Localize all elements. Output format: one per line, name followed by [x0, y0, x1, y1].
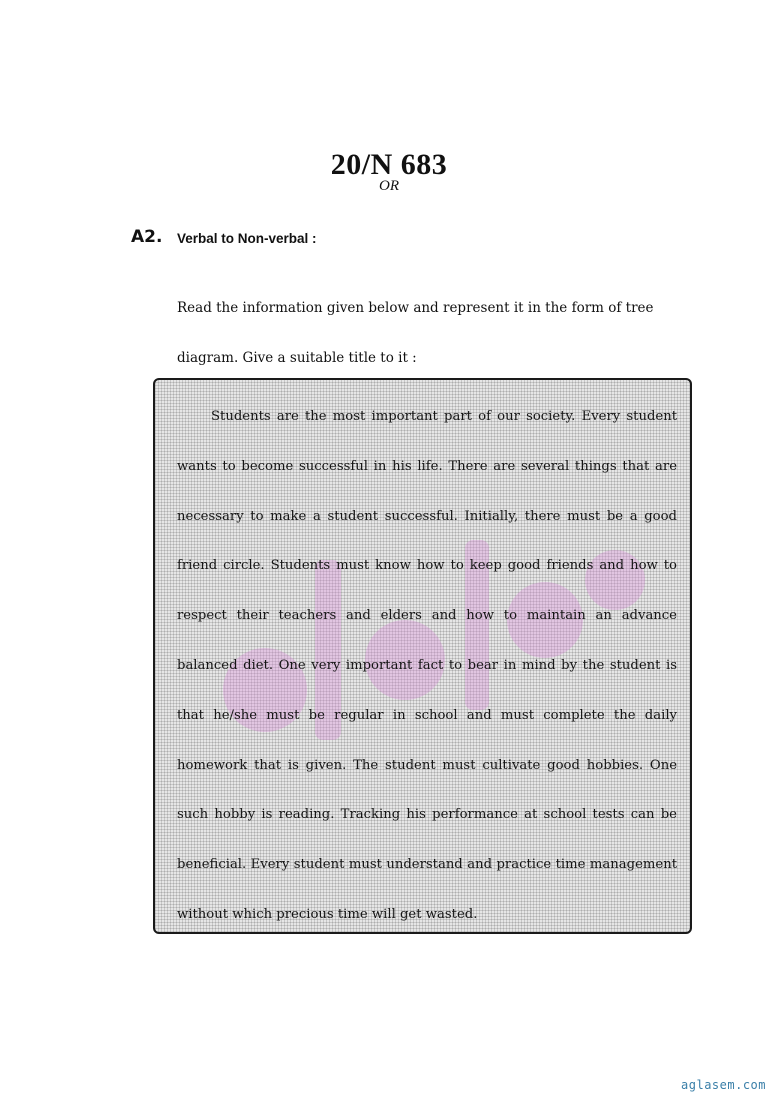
passage-box	[153, 378, 692, 934]
footer-site-link[interactable]: aglasem.com	[681, 1078, 766, 1092]
or-label: OR	[379, 178, 399, 194]
passage-text	[177, 392, 677, 934]
question-number: A2.	[131, 227, 163, 247]
passage-body: Students are the most important part of our society. Every student wants to become successful in his life. There are several things that are necessary to make a student successful. Initially, there must be a good friend circle. Students must know how to keep good friends and how to respect their teachers and elders and how to maintain an advance balanced diet. One very important fact to bear in mind by the student is that he/she must be regular in school and must complete the daily homework that is given. The student must cultivate good hobbies. One such hobby is reading. Tracking his performance at school tests can be beneficial. Every student must understand and practice time management without which precious time will get wasted.	[177, 409, 677, 922]
question-instruction: Read the information given below and represent it in the form of tree diagram. Give a suitable title to it :	[177, 300, 654, 366]
paper-code: 20/N 683	[330, 148, 448, 181]
question-heading: Verbal to Non-verbal :	[177, 231, 317, 246]
